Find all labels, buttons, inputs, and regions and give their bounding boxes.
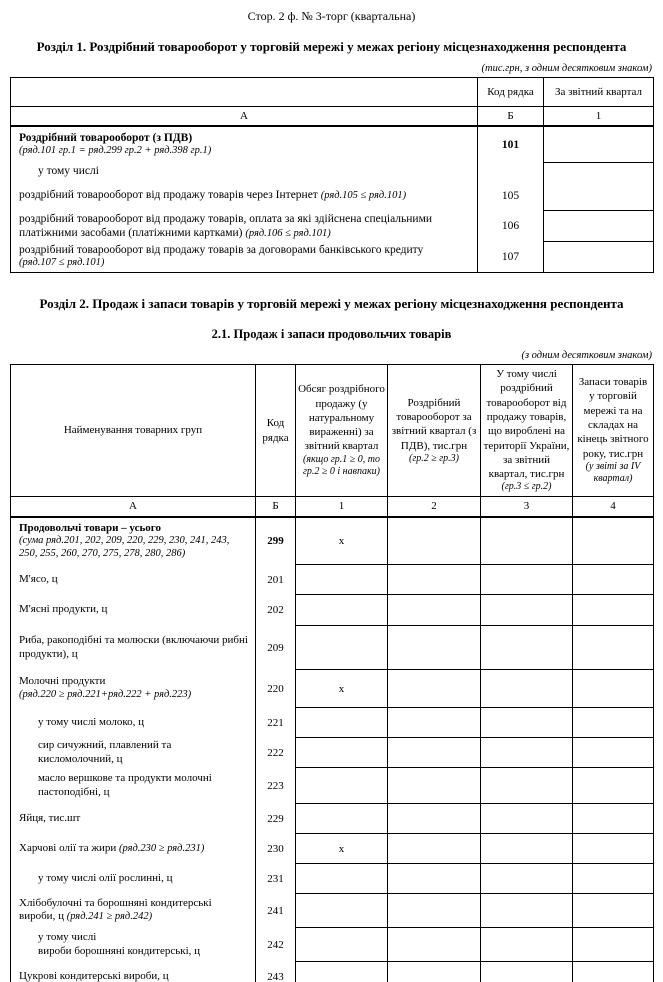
product-group-label: сир сичужний, плавлений та кисломолочний, ц <box>11 738 256 768</box>
row-code: 221 <box>256 708 296 738</box>
value-cell[interactable] <box>544 126 654 163</box>
row-code: 299 <box>256 517 296 565</box>
row-code: 106 <box>478 211 544 242</box>
product-group-label: Цукрові кондитерські вироби, ц <box>11 962 256 982</box>
value-cell[interactable] <box>388 517 481 565</box>
value-cell[interactable] <box>481 962 573 982</box>
value-cell[interactable] <box>481 517 573 565</box>
row-label: роздрібний товарооборот від продажу товарів, оплата за які здійснена спеціальними платіжними засобами (платіжними картками) <box>19 212 432 239</box>
col1-note: (якщо гр.1 ≥ 0, то гр.2 ≥ 0 і навпаки) <box>303 453 380 478</box>
value-cell[interactable] <box>296 626 388 670</box>
table-row-209 <box>11 626 654 670</box>
section1-table <box>10 77 654 273</box>
value-cell[interactable] <box>388 962 481 982</box>
value-cell[interactable] <box>481 670 573 708</box>
value-cell[interactable] <box>296 768 388 804</box>
product-group-label: масло вершкове та продукти молочні пастоподібні, ц <box>11 768 256 804</box>
value-cell[interactable] <box>481 894 573 928</box>
table-row-221 <box>11 708 654 738</box>
table2-header-code: Код рядка <box>256 365 296 497</box>
value-cell[interactable] <box>388 894 481 928</box>
value-cell[interactable] <box>481 595 573 626</box>
row-label: у тому числі <box>11 163 478 181</box>
row-code: 230 <box>256 834 296 864</box>
row-code: 223 <box>256 768 296 804</box>
value-cell[interactable] <box>573 768 654 804</box>
section1-units-note: (тис.грн, з одним десятковим знаком) <box>481 63 652 74</box>
product-group-label: Молочні продукти <box>19 675 106 688</box>
value-cell[interactable] <box>388 864 481 894</box>
section1-title: Розділ 1. Роздрібний товарооборот у торговій мережі у межах регіону місцезнаходження респондента <box>36 39 627 54</box>
product-group-label: Яйця, тис.шт <box>11 804 256 834</box>
table2-subheader-3: 3 <box>481 497 573 517</box>
row-label: Роздрібний товарооборот (з ПДВ) <box>19 132 193 145</box>
product-group-label: Хлібобулочні та борошняні кондитерські вироби, ц <box>19 896 212 923</box>
row-code: 231 <box>256 864 296 894</box>
row-formula: (ряд.105 ≤ ряд.101) <box>320 190 407 202</box>
table1-subheader-b: Б <box>478 107 544 126</box>
table-row-229 <box>11 804 654 834</box>
value-cell[interactable] <box>296 565 388 595</box>
table2-header-col2: Роздрібний товарооборот за звітний квартал (з ПДВ), тис.грн (гр.2 ≥ гр.3) <box>388 365 481 497</box>
x-mark-cell: х <box>296 834 388 864</box>
product-group-label: у тому числі молоко, ц <box>11 708 256 738</box>
row-code: 209 <box>256 626 296 670</box>
product-group-label: М'ясні продукти, ц <box>11 595 256 626</box>
row-code: 202 <box>256 595 296 626</box>
product-group-label: Продовольчі товари – усього <box>19 521 161 534</box>
value-cell[interactable] <box>573 804 654 834</box>
table2-header-col4: Запаси товарів у торговій мережі та на складах на кінець звітного року, тис.грн (у звіті за IV квартал) <box>573 365 654 497</box>
product-group-label: у тому числі олії рослинні, ц <box>11 864 256 894</box>
value-cell[interactable] <box>388 738 481 768</box>
col2-note: (гр.2 ≥ гр.3) <box>409 452 459 464</box>
value-cell[interactable] <box>573 962 654 982</box>
table-row-202 <box>11 595 654 626</box>
table2-header-col1: Обсяг роздрібного продажу (у натуральному вираженні) за звітний квартал (якщо гр.1 ≥ 0, то гр.2 ≥ 0 і навпаки) <box>296 365 388 497</box>
table-row-subheading <box>11 163 654 181</box>
table1-header-quarter: За звітний квартал <box>544 78 654 107</box>
product-group-label: Харчові олії та жири <box>19 841 117 854</box>
value-cell[interactable] <box>481 834 573 864</box>
row-code: 220 <box>256 670 296 708</box>
value-cell[interactable] <box>573 928 654 962</box>
x-mark-cell: х <box>296 517 388 565</box>
row-label: роздрібний товарооборот від продажу товарів за договорами банківського кредиту <box>19 244 424 257</box>
table-row-241 <box>11 894 654 928</box>
value-cell[interactable] <box>481 708 573 738</box>
value-cell[interactable] <box>388 928 481 962</box>
value-cell[interactable] <box>573 517 654 565</box>
page-header: Стор. 2 ф. № 3-торг (квартальна) <box>247 9 416 23</box>
value-cell[interactable] <box>481 804 573 834</box>
table-row-299 <box>11 517 654 565</box>
value-cell[interactable] <box>573 670 654 708</box>
col3-note: (гр.3 ≤ гр.2) <box>501 481 552 493</box>
value-cell[interactable] <box>388 670 481 708</box>
value-cell[interactable] <box>481 565 573 595</box>
section2-subtitle: 2.1. Продаж і запаси продовольчих товарів <box>211 327 452 341</box>
table2-subheader-a: А <box>11 497 256 517</box>
row-formula: (ряд.230 ≥ ряд.231) <box>119 842 205 854</box>
value-cell[interactable] <box>573 708 654 738</box>
table-row-243 <box>11 962 654 982</box>
row-code: 242 <box>256 928 296 962</box>
table-row-106 <box>11 211 654 242</box>
value-cell[interactable] <box>388 804 481 834</box>
value-cell[interactable] <box>481 626 573 670</box>
table-row-220 <box>11 670 654 708</box>
table1-header-a <box>11 78 478 107</box>
section2-table <box>10 364 654 982</box>
value-cell[interactable] <box>544 242 654 273</box>
row-formula: (сума ряд.201, 202, 209, 220, 229, 230, 241, 243, 250, 255, 260, 270, 275, 278, 280, 286) <box>19 534 230 559</box>
value-cell[interactable] <box>573 595 654 626</box>
row-code: 222 <box>256 738 296 768</box>
table2-header-col3: У тому числі роздрібний товарооборот від продажу товарів, що вироблені на території України, за звітний квартал, тис.грн (гр.3 ≤ гр.2) <box>481 365 573 497</box>
table-row-223 <box>11 768 654 804</box>
value-cell[interactable] <box>544 181 654 211</box>
table-row-105 <box>11 181 654 211</box>
value-cell[interactable] <box>481 738 573 768</box>
row-code: 229 <box>256 804 296 834</box>
value-cell[interactable] <box>296 962 388 982</box>
row-code: 101 <box>478 126 544 163</box>
section2-title: Розділ 2. Продаж і запаси товарів у торговій мережі у межах регіону місцезнаходження респондента <box>39 296 624 311</box>
table1-subheader-1: 1 <box>544 107 654 126</box>
table-row-101 <box>11 126 654 163</box>
value-cell[interactable] <box>481 768 573 804</box>
product-group-label: Риба, ракоподібні та молюски (включаючи рибні продукти), ц <box>11 626 256 670</box>
table-row-231 <box>11 864 654 894</box>
value-cell[interactable] <box>544 163 654 181</box>
value-cell[interactable] <box>573 565 654 595</box>
value-cell[interactable] <box>573 834 654 864</box>
x-mark-cell: х <box>296 670 388 708</box>
table2-subheader-2: 2 <box>388 497 481 517</box>
row-label: роздрібний товарооборот від продажу товарів через Інтернет <box>19 189 318 202</box>
section2-units-note: (з одним десятковим знаком) <box>521 350 652 361</box>
table1-subheader-a: А <box>11 107 478 126</box>
value-cell[interactable] <box>296 708 388 738</box>
value-cell[interactable] <box>296 804 388 834</box>
value-cell[interactable] <box>296 894 388 928</box>
product-group-label-line2: вироби борошняні кондитерські, ц <box>38 944 201 957</box>
table2-subheader-row <box>11 497 654 517</box>
col4-note: (у звіті за IV квартал) <box>585 460 641 485</box>
value-cell[interactable] <box>573 864 654 894</box>
value-cell[interactable] <box>481 928 573 962</box>
product-group-label: М'ясо, ц <box>11 565 256 595</box>
table-row-201 <box>11 565 654 595</box>
value-cell[interactable] <box>388 595 481 626</box>
table2-header-row <box>11 365 654 497</box>
product-group-label: у тому числі <box>38 931 97 944</box>
row-formula: (ряд.220 ≥ ряд.221+ряд.222 + ряд.223) <box>19 688 192 700</box>
value-cell[interactable] <box>573 894 654 928</box>
row-formula: (ряд.106 ≤ ряд.101) <box>245 227 331 239</box>
value-cell[interactable] <box>388 626 481 670</box>
value-cell[interactable] <box>296 928 388 962</box>
table-row-242 <box>11 928 654 962</box>
table2-subheader-4: 4 <box>573 497 654 517</box>
row-code: 241 <box>256 894 296 928</box>
value-cell[interactable] <box>481 864 573 894</box>
row-code: 107 <box>478 242 544 273</box>
table-row-230 <box>11 834 654 864</box>
value-cell[interactable] <box>544 211 654 242</box>
table2-subheader-1: 1 <box>296 497 388 517</box>
table1-header-code: Код рядка <box>478 78 544 107</box>
table-row-222 <box>11 738 654 768</box>
value-cell[interactable] <box>388 565 481 595</box>
table2-subheader-b: Б <box>256 497 296 517</box>
value-cell[interactable] <box>388 768 481 804</box>
value-cell[interactable] <box>296 864 388 894</box>
table1-header-row <box>11 78 654 107</box>
row-formula: (ряд.241 ≥ ряд.242) <box>66 911 153 923</box>
value-cell[interactable] <box>573 738 654 768</box>
row-formula: (ряд.107 ≤ ряд.101) <box>19 257 105 269</box>
value-cell[interactable] <box>388 708 481 738</box>
row-code: 201 <box>256 565 296 595</box>
table1-subheader-row <box>11 107 654 126</box>
row-code: 105 <box>478 181 544 211</box>
value-cell[interactable] <box>296 595 388 626</box>
value-cell[interactable] <box>296 738 388 768</box>
value-cell[interactable] <box>573 626 654 670</box>
table-row-107 <box>11 242 654 273</box>
row-formula: (ряд.101 гр.1 = ряд.299 гр.2 + ряд.398 гр.1) <box>19 145 212 157</box>
row-code: 243 <box>256 962 296 982</box>
value-cell[interactable] <box>388 834 481 864</box>
table2-header-name: Найменування товарних груп <box>11 365 256 497</box>
